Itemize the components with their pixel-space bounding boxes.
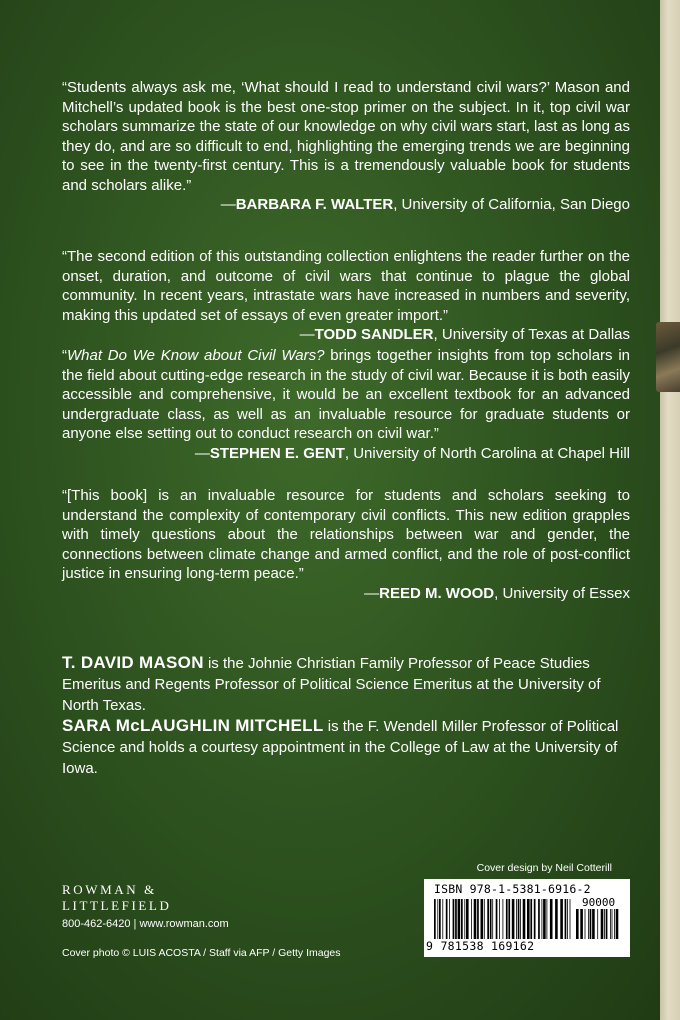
endorsement-text: brings together insights from top scholars in the field about cutting-edge research in the study of civil war. Because it is both easily accessible and comprehensive, it would be an excellent textbook for an advanced undergraduate class, as well as an invaluable resource for graduate students or anyone else setting out to conduct research on civil war.” [62,347,631,442]
cover-photo-sliver [656,322,680,392]
endorser-affiliation: , University of North Carolina at Chapel Hill [344,444,630,462]
ean-digits: 9 781538 169162 [426,939,535,953]
author-bio-text: is the Johnie Christian Family Professor of Peace Studies Emeritus and Regents Professor of Political Science Emeritus at the University of North Texas. [62,655,601,714]
endorsement-text: “[This book] is an invaluable resource for students and scholars seeking to understand the complexity of contemporary civil conflicts. This new edition grapples with timely questions about the relationships between war and gender, the connections between climate change and armed conflict, and the role of post-conflict justice in ensuring long-term peace.” [62,487,630,582]
endorsement-gent: “What Do We Know about Civil Wars? brings together insights from top scholars in the field about cutting-edge research in the study of civil war. Because it is both easily accessible and comprehensive, it would be an excellent textbook for an advanced undergraduate class, as well as an invaluable resource for graduate students or anyone else setting out to conduct research on civil war.” —STEPHEN E. GENT, University of North Carolina at Chapel Hill [62,347,631,462]
endorser-name: TODD SANDLER [314,326,434,343]
cover-design-credit: Cover design by Neil Cotterill [476,862,612,874]
endorser-affiliation: , University of Texas at Dallas [433,326,630,343]
book-title: What Do We Know about Civil Wars? [67,347,325,364]
endorser-affiliation: , University of California, San Diego [393,196,630,213]
endorsement-walter [62,78,630,215]
endorsement-sandler [62,247,630,345]
publisher-contact: 800-462-6420 | www.rowman.com [62,918,229,930]
endorser-name: REED M. WOOD [379,584,495,602]
author-bio-mason [62,652,630,716]
photo-credit: Cover photo © LUIS ACOSTA / Staff via AFP / Getty Images [62,947,341,959]
endorsement-text: “Students always ask me, ‘What should I read to understand civil wars?’ Mason and Mitchell’s updated book is the best one-stop primer on the subject. In it, top civil war scholars summarize the state of our knowledge on why civil wars start, last as long as they do, and are so difficult to end, highlighting the emerging trends we are beginning to see in the twenty-first century. This is a tremendously valuable book for students and scholars alike.” [62,79,630,194]
author-bio-mitchell [62,715,630,779]
author-name: T. DAVID MASON [62,653,204,672]
front-cover-edge [660,0,680,1020]
endorsement-attribution: —STEPHEN E. GENT, University of North Carolina at Chapel Hill [194,444,630,462]
endorser-affiliation: , University of Essex [494,584,630,602]
endorsement-attribution: —BARBARA F. WALTER, University of California, San Diego [220,196,630,213]
isbn-label: ISBN 978-1-5381-6916-2 [434,882,591,896]
endorser-name: STEPHEN E. GENT [209,444,345,462]
endorsement-attribution: —REED M. WOOD, University of Essex [364,584,630,602]
endorsement-text: “The second edition of this outstanding collection enlightens the reader further on the onset, duration, and outcome of civil wars that continue to plague the global community. In recent years, intrastate wars have increased in numbers and severity, making this updated set of essays of even greater import.” [62,248,630,324]
ean-barcode-graphic [434,899,572,939]
price-code: 90000 [582,896,616,909]
author-bio-text: is the F. Wendell Miller Professor of Political Science and holds a courtesy appointment in the College of Law at the University of Iowa. [62,718,619,777]
endorser-name: BARBARA F. WALTER [235,196,394,213]
barcode [424,879,630,957]
endorsement-wood [62,486,630,603]
endorsement-attribution: —TODD SANDLER, University of Texas at Dallas [299,326,630,343]
price-barcode-graphic [576,909,620,939]
author-name: SARA McLAUGHLIN MITCHELL [62,716,324,735]
publisher-logo: ROWMAN & LITTLEFIELD [62,882,172,913]
